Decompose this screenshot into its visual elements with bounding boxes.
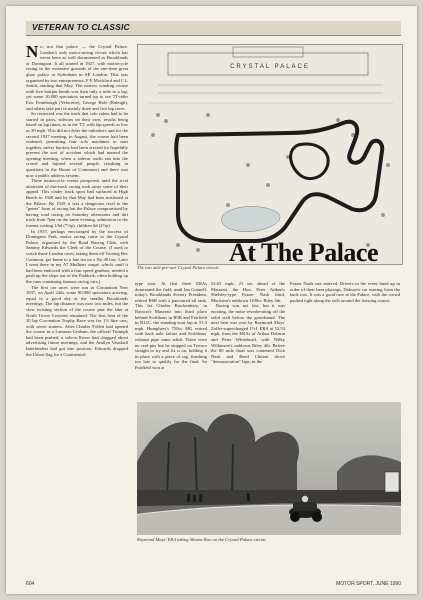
article-column-1 [26, 44, 128, 357]
race-photo [137, 402, 401, 535]
photo-caption: Raymond Mays' ERA taking Maxim Rise on the Crystal Palace circuit. [137, 537, 267, 542]
page-number: 604 [26, 581, 35, 587]
map-caption: The two mile pre-war Crystal Palace circuit. [137, 265, 220, 270]
race-photo-image [137, 402, 401, 535]
col3-paragraph-2: Racing was not fast, but it was exciting, the noise reverberating off the solid wall before the grandstand. The next heat was won by Raymond Mays' Zoller-supercharged 1½ℓ ERA at 52.53 mph, from the ERAs of Arthur Dobson and Peter Whitehead, with Wilky Wilkinson's unblown Riley 4th. Before the 80 mile final was contested Dick Nash and Reed Clutton drove "demonstration" laps, in the [211, 303, 285, 365]
magazine-page [6, 6, 417, 594]
col1-paragraph-3: These motorcycle events prospered, until the rival attraction of dirt-track racing took away some of their appeal. This cinder track sport had surfaced at High Beech in 1928 and by that May had been instituted at the Palace. By 1929 it was a dangerous rival to the "genes" form of racing but the Palace compromised by having road racing on Saturday afternoons and dirt track from 7pm on the same evening, admission to the former costing 1/6d (7½p), children 6d (2½p). [26, 178, 128, 228]
circuit-map [137, 44, 403, 265]
map-title: CRYSTAL PALACE [230, 64, 310, 70]
col2-paragraph-1: type start. At first three ERAs dominated the field, until Ian Connell, today's Brooklands Society President, retired R6B with a punctured oil tank. This let Charles Brackenbury, in Rayson's Maserati into third place behind Scribbans in R9B and Fairfield in R12C, the standing-start lap at 51.3 mph. Humphrey's 750cc MG retired with back axle failure and Scribbans' exhaust pipe came adrift. There were no real pits but he stopped on Terrace straight to try and fix it on, holding it in place with a piece of rag, finishing too late to qualify for the final. So Fairfield won at [135, 281, 207, 370]
article-column-4 [290, 281, 400, 303]
col1-paragraph-4: In 1937, perhaps encouraged by the success of Donington Park, motor racing came to the Crystal Palace, organised by the Road Racing Club, with Sammy Edwards the Clerk of the Course. (I used to watch those London races, taking them off Tooting Bec Common, get home to a late tea on a No 49 bus. Later I went there in my A7 Mulliner coupé, which, until it had been endowed with a four speed gearbox, needed a push up the slope out of the Paddock, often holding up the vans containing famous racing cars.) [26, 228, 128, 284]
article-column-3 [211, 281, 285, 365]
col3-paragraph-1: 52.63 mph, 21 sec ahead of the Maserati, the Hon. Peter Aitken's Shelsley-type Frazer Nash third, Muckrim's unblown 1100cc Riley 4th. [211, 281, 285, 303]
article-headline: At The Palace [229, 238, 378, 267]
col1-paragraph-1-text: o, not that palace — the Crystal Palace. London's only motor-racing circuit which has never been as well documented as Brooklands or Donington. It all started in 1927, with motorcycle racing in the extensive grounds of the one-time great glass palace at Sydenham in SE London. This was organised by two entrepreneurs, F E Mockford and C L Smith, starting that May. The narrow winding course with five hairpin bends was then only a mile to a lap, yet some 10,000 spectators turned up to see TT-rider Eric Fernihough (Velocette), George Hole (Raleigh), and others take part in mainly three and five lap races. [26, 44, 128, 111]
circuit-map-drawing [138, 45, 402, 264]
drop-cap: N [26, 42, 39, 61]
article-column-2 [135, 281, 207, 371]
col1-paragraph-1 [26, 44, 128, 111]
section-header-bar [26, 21, 401, 36]
section-label: VETERAN TO CLASSIC [32, 22, 130, 32]
col1-paragraph-5: The first car races were run in Coronation Year 1937, on April 24th, some 80,000 spectators arriving, equal to a good day at the smaller Brooklands meetings. The lap distance was now two miles, but the slow twisting section of the course past the lake at North Tower Crescent remained. The first heat of the 20 lap Coronation Trophy Race was for 1½ litre cars, with seven starters. After Charles Follett had opened the course in a Lammas-Graham, the official Triumph had been pushed, a saloon Rover had chugged about advertising future meetings, and the Amilyn Vauxhall Interfenders had got into position. Edwards dropped the Union flag for a Continental- [26, 284, 128, 357]
magazine-issue: MOTOR SPORT, JUNE 1990 [336, 581, 401, 587]
col1-paragraph-2: So restricted was the track that solo riders had to be started in pairs, sidecars on their own, results being based on lap times, as in the TT, with lap speeds as low as 30 mph. This did not deter the onlookers and for the second 1927 meeting, in August, the course had been widened, permitting four solo machines to start together, safety barriers had been erected (to hopefully prevent the sort of accident which had marred the opening meeting, when a sidecar outfit ran into the crowd and injured several people, resulting in questions in the House of Commons) and there was now a public address system. [26, 111, 128, 178]
col4-paragraph-1: Frazer Nash cars entered. Drivers in the event lined up in order of their heat placings, Dobson's car starting from the back row. It was a good race at the Palace, with the crowd packed tight along the rails around the twisting course. [290, 281, 400, 303]
